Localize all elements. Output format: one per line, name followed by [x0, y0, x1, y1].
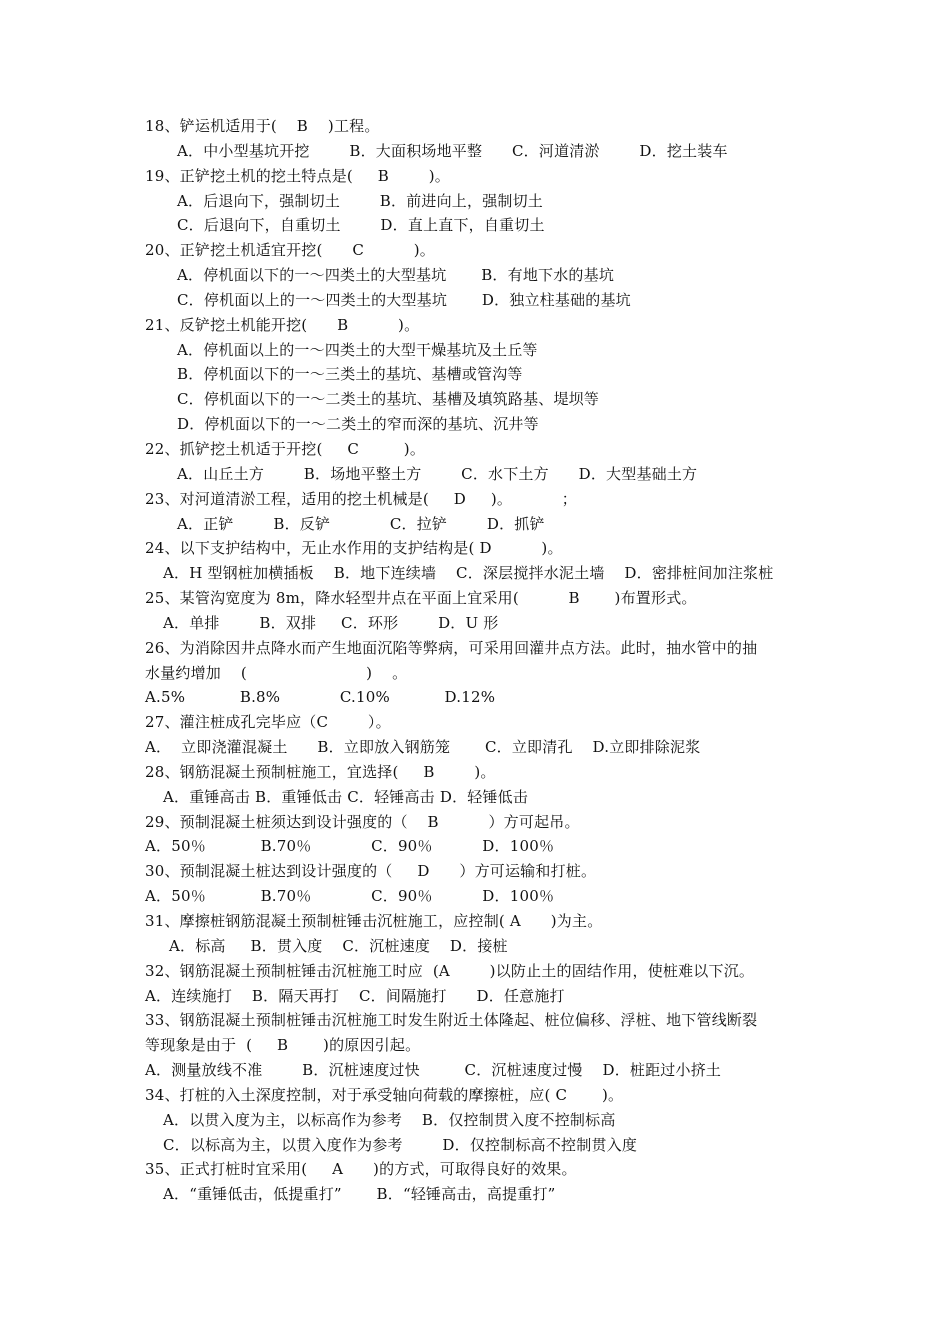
answer-option-line: A．以贯入度为主，以标高作为参考 B．仅控制贯入度不控制标高 [163, 1110, 616, 1129]
answer-option-line: A．重锤高击 B．重锤低击 C．轻锤高击 D．轻锤低击 [163, 787, 529, 806]
question-line: 31、摩擦桩钢筋混凝土预制桩锤击沉桩施工，应控制( A )为主。 [145, 912, 603, 930]
answer-option-line: A．停机面以下的一～四类土的大型基坑 B．有地下水的基坑 [177, 266, 615, 285]
answer-option-line: A．山丘土方 B．场地平整土方 C．水下土方 D．大型基础土方 [177, 464, 698, 483]
question-line: 33、钢筋混凝土预制桩锤击沉桩施工时发生附近土体隆起、桩位偏移、浮桩、地下管线断裂 [145, 1011, 758, 1030]
question-line: 32、钢筋混凝土预制桩锤击沉桩施工时应 (A )以防止土的固结作用，使桩难以下沉。 [145, 961, 755, 980]
answer-option-line: A．停机面以上的一～四类土的大型干燥基坑及土丘等 [177, 340, 538, 359]
answer-option-line: A．测量放线不准 B．沉桩速度过快 C．沉桩速度过慢 D．桩距过小挤土 [145, 1061, 722, 1080]
answer-option-line: A．后退向下，强制切土 B．前进向上，强制切土 [177, 191, 544, 210]
answer-option-line: A．50％ B.70％ C．90％ D．100％ [145, 887, 555, 906]
question-line: 19、正铲挖土机的挖土特点是( B )。 [145, 166, 451, 185]
answer-option-line: A．单排 B．双排 C．环形 D．U 形 [163, 613, 499, 632]
answer-option-line: B．停机面以下的一～三类土的基坑、基槽或管沟等 [177, 365, 523, 384]
question-line: 22、抓铲挖土机适于开挖( C )。 [145, 439, 426, 458]
question-line: 29、预制混凝土桩须达到设计强度的（ B ）方可起吊。 [145, 812, 580, 831]
answer-option-line: A． 立即浇灌混凝土 B．立即放入钢筋笼 C．立即清孔 D.立即排除泥浆 [145, 738, 701, 757]
answer-option-line: A．“重锤低击，低提重打” B．“轻锤高击，高提重打” [163, 1185, 556, 1204]
question-line: 21、反铲挖土机能开挖( B )。 [145, 315, 420, 334]
answer-option-line: A.5% B.8% C.10% D.12% [145, 688, 496, 707]
answer-option-line: A．连续施打 B．隔天再打 C．间隔施打 D．任意施打 [145, 986, 565, 1005]
answer-option-line: A．H 型钢桩加横插板 B．地下连续墙 C．深层搅拌水泥土墙 D．密排桩间加注浆桩 [163, 564, 774, 583]
question-line: 35、正式打桩时宜采用( A )的方式，可取得良好的效果。 [145, 1160, 577, 1179]
question-line: 23、对河道清淤工程，适用的挖土机械是( D )。 ； [145, 489, 577, 508]
question-line: 30、预制混凝土桩达到设计强度的（ D ）方可运输和打桩。 [145, 862, 597, 881]
question-line: 26、为消除因井点降水而产生地面沉陷等弊病，可采用回灌井点方法。此时，抽水管中的抽 [145, 638, 758, 657]
answer-option-line: 水量约增加 ( ) 。 [145, 663, 408, 682]
answer-option-line: C．停机面以下的一～二类土的基坑、基槽及填筑路基、堤坝等 [177, 390, 600, 409]
question-line: 18、铲运机适用于( B )工程。 [145, 117, 380, 135]
answer-option-line: A．中小型基坑开挖 B．大面积场地平整 C．河道清淤 D．挖土装车 [177, 141, 728, 160]
question-line: 27、灌注桩成孔完毕应（C ）。 [145, 713, 391, 732]
question-line: 34、打桩的入土深度控制，对于承受轴向荷载的摩擦桩，应( C )。 [145, 1085, 624, 1104]
answer-option-line: C．停机面以上的一～四类土的大型基坑 D．独立柱基础的基坑 [177, 290, 631, 309]
question-line: 25、某管沟宽度为 8m，降水轻型井点在平面上宜采用( B )布置形式。 [145, 589, 697, 608]
answer-option-line: 等现象是由于 ( B )的原因引起。 [145, 1036, 421, 1055]
question-line: 20、正铲挖土机适宜开挖( C )。 [145, 241, 435, 260]
question-line: 24、以下支护结构中，无止水作用的支护结构是( D )。 [145, 539, 563, 558]
answer-option-line: A．50％ B.70％ C．90％ D．100％ [145, 837, 555, 856]
question-list [145, 114, 825, 1207]
answer-option-line: A．标高 B．贯入度 C．沉桩速度 D．接桩 [169, 936, 508, 955]
answer-option-line: C．后退向下，自重切土 D．直上直下，自重切土 [177, 216, 545, 235]
answer-option-line: D．停机面以下的一～二类土的窄而深的基坑、沉井等 [177, 415, 539, 434]
answer-option-line: A．正铲 B．反铲 C．拉铲 D．抓铲 [177, 514, 545, 533]
question-line: 28、钢筋混凝土预制桩施工，宜选择( B )。 [145, 762, 496, 781]
answer-option-line: C．以标高为主，以贯入度作为参考 D．仅控制标高不控制贯入度 [163, 1135, 638, 1154]
